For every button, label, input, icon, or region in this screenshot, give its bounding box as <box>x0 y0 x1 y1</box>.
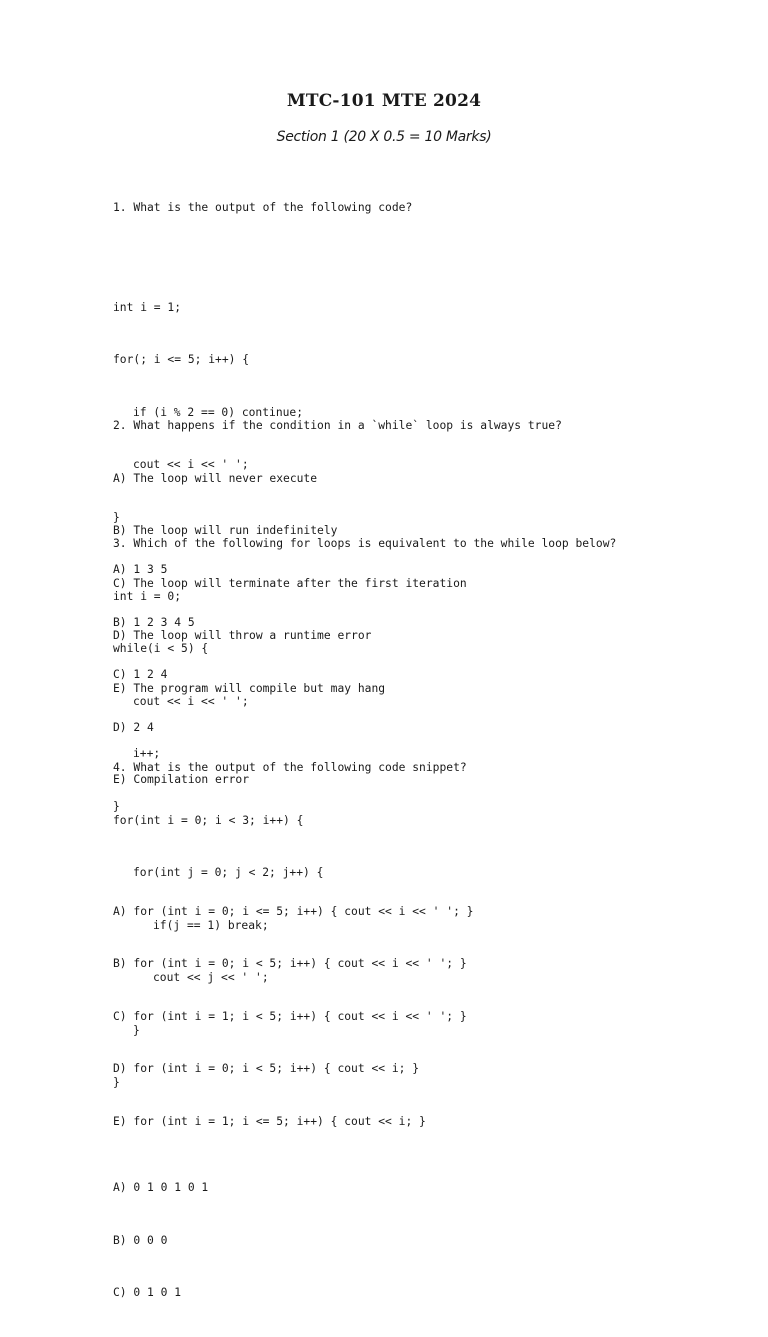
answer-option: A) The loop will never execute <box>113 471 318 485</box>
code-line: } <box>113 1076 120 1089</box>
answer-option: C) 1 2 4 <box>113 668 168 681</box>
answer-option: C) for (int i = 1; i < 5; i++) { cout << i << ' '; } <box>113 1009 467 1023</box>
answer-option: E) Compilation error <box>113 773 250 786</box>
answer-option: C) The loop will terminate after the first iteration <box>113 576 467 590</box>
code-line: int i = 1; <box>113 300 182 314</box>
answer-option: B) for (int i = 0; i < 5; i++) { cout << i << ' '; } <box>113 957 467 970</box>
exam-title: MTC-101 MTE 2024 <box>286 91 482 111</box>
question-prompt: 2. What happens if the condition in a `while` loop is always true? <box>113 419 562 432</box>
section-heading: Section 1 (20 X 0.5 = 10 Marks) <box>276 129 492 145</box>
code-line: cout << i << ' '; <box>133 694 249 708</box>
code-line: while(i < 5) { <box>113 642 209 655</box>
question-prompt: 1. What is the output of the following code? <box>113 201 413 214</box>
answer-option: B) 0 0 0 <box>113 1233 168 1247</box>
code-line: if(j == 1) break; <box>153 918 269 932</box>
question-4 <box>113 724 467 1337</box>
answer-option: A) 0 1 0 1 0 1 <box>113 1181 209 1194</box>
answer-option: B) The loop will run indefinitely <box>113 524 338 537</box>
answer-option: B) 1 2 3 4 5 <box>113 615 195 629</box>
answer-option: E) The program will compile but may hang <box>113 681 386 695</box>
code-line: cout << j << ' '; <box>153 971 269 984</box>
answer-option: C) 0 1 0 1 <box>113 1286 182 1299</box>
code-line: } <box>113 510 120 524</box>
code-line: int i = 0; <box>113 589 182 603</box>
code-line: for(; i <= 5; i++) { <box>113 353 250 366</box>
code-line: if (i % 2 == 0) continue; <box>133 405 304 419</box>
code-line: for(int i = 0; i < 3; i++) { <box>113 813 304 827</box>
answer-option: D) 2 4 <box>113 720 154 734</box>
answer-option: A) 1 3 5 <box>113 563 168 576</box>
answer-option: D) The loop will throw a runtime error <box>113 629 372 642</box>
code-line: i++; <box>133 747 161 760</box>
answer-option: E) for (int i = 1; i <= 5; i++) { cout << i; } <box>113 1114 426 1128</box>
question-prompt: 4. What is the output of the following code snippet? <box>113 761 467 774</box>
code-line: for(int j = 0; j < 2; j++) { <box>133 866 324 879</box>
answer-option: D) for (int i = 0; i < 5; i++) { cout << i; } <box>113 1062 420 1075</box>
code-line: cout << i << ' '; <box>133 458 249 471</box>
code-line: } <box>113 799 120 813</box>
answer-option: A) for (int i = 0; i <= 5; i++) { cout << i << ' '; } <box>113 904 474 918</box>
question-prompt: 3. Which of the following for loops is equivalent to the while loop below? <box>113 537 617 550</box>
code-line: } <box>133 1023 140 1037</box>
